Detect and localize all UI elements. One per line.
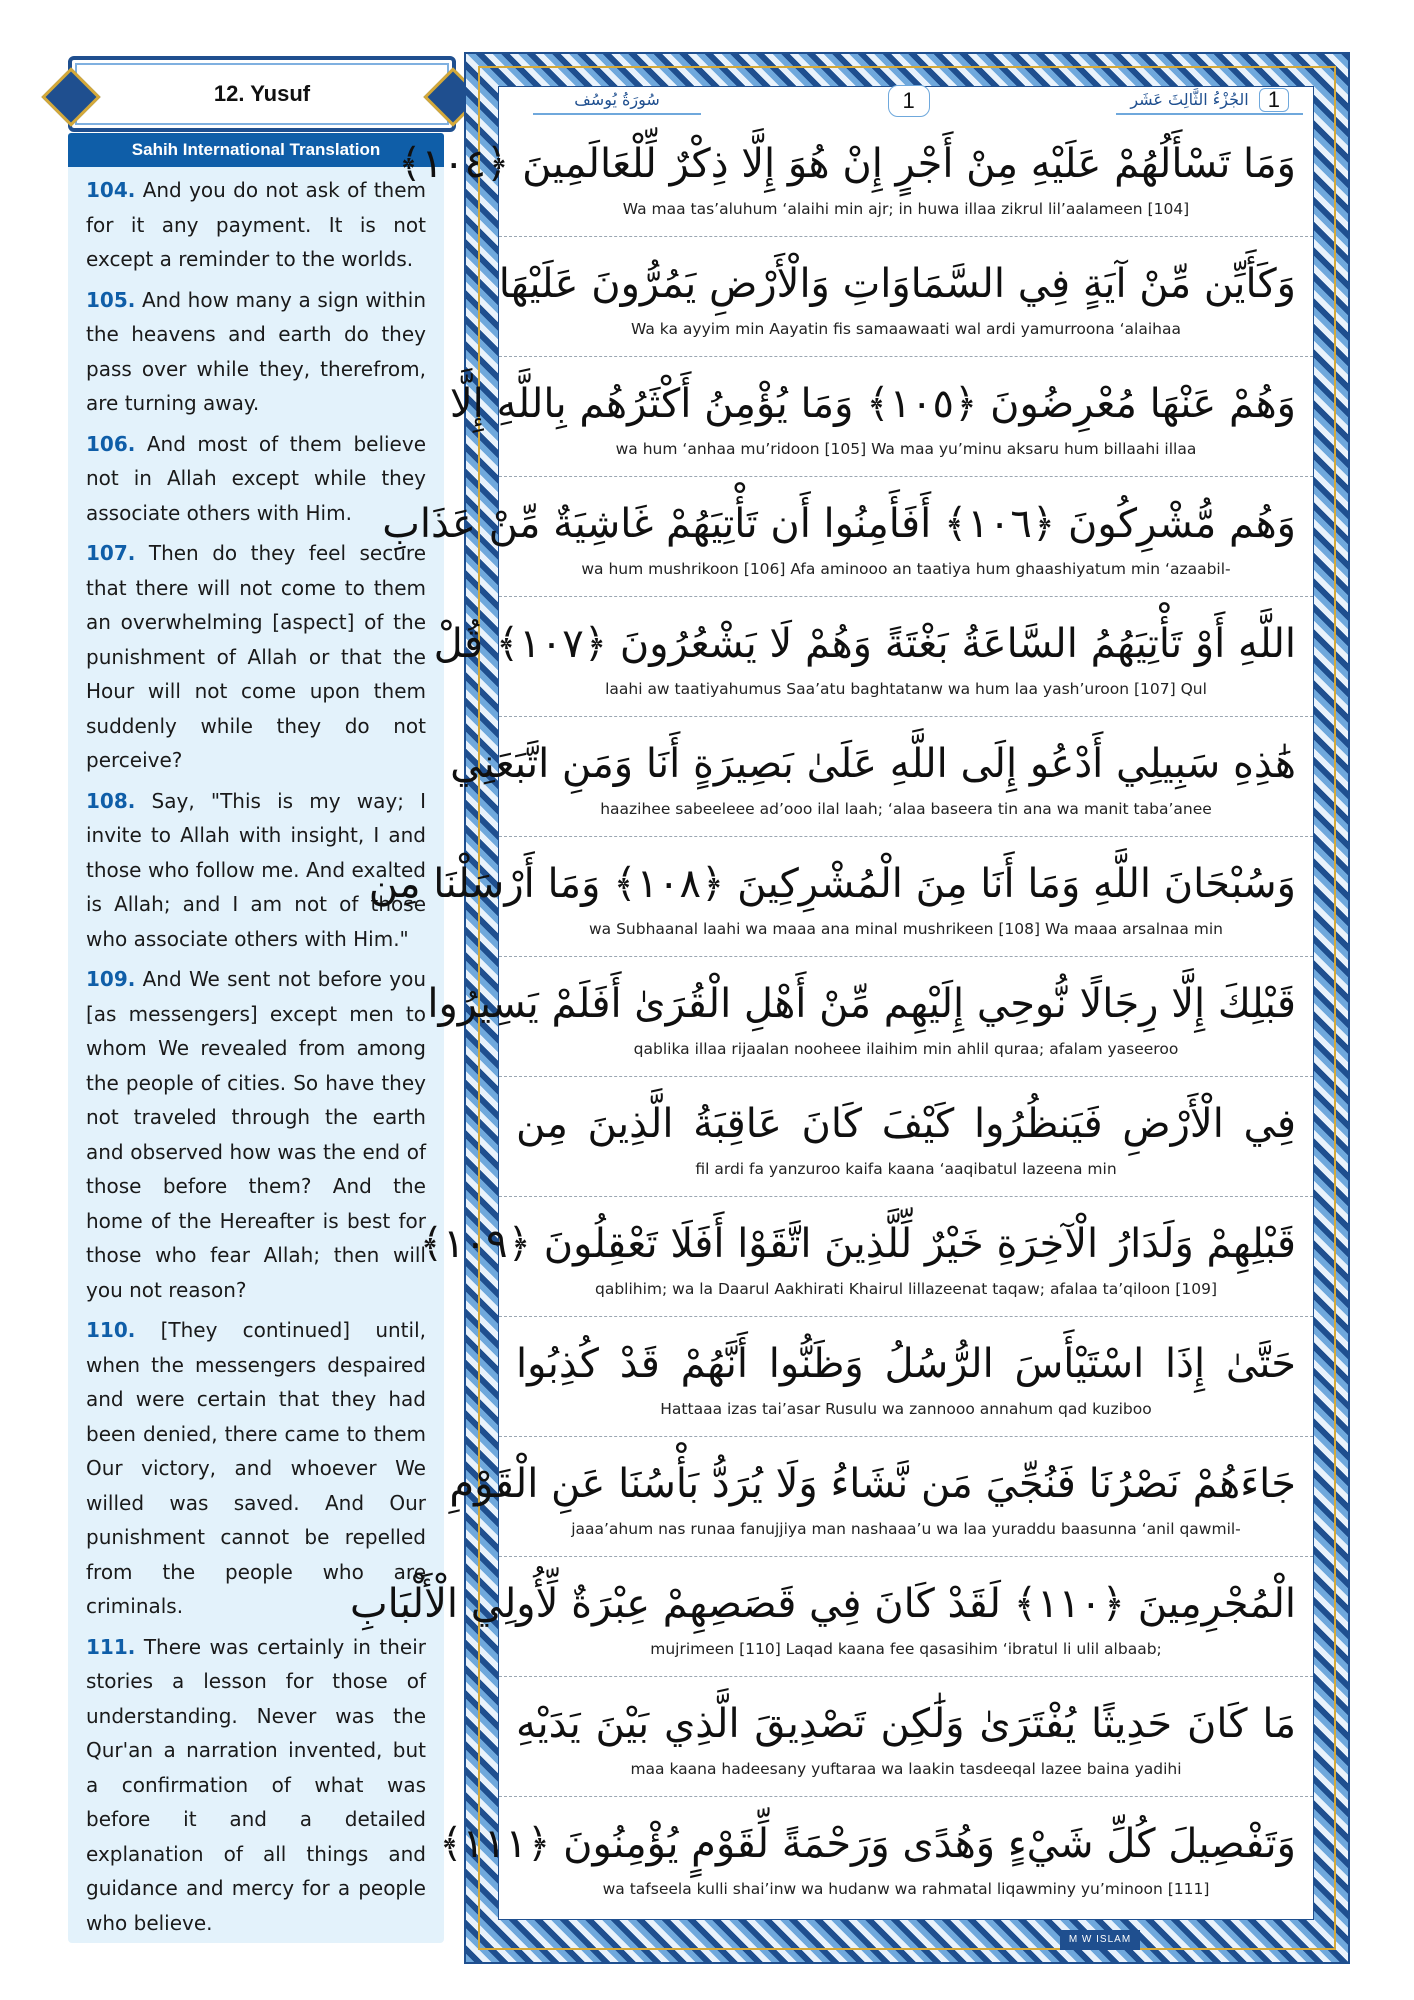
transliteration-text: haazihee sabeeleee ad’ooo ilal laah; ‘alaa baseera tin ana wa manit taba’anee [600, 799, 1212, 818]
verse-number: 111. [86, 1634, 136, 1659]
surah-title-banner [68, 56, 456, 132]
verse-text: There was certainly in their stories a lesson for those of understanding. Never was the Qur'an a narration invented, but a confirmation of what was before it and a detailed explanation of all things and guidance and mercy for a people who believe. [86, 1634, 427, 1935]
juz-name: الجُزْءُ الثَّالِثَ عَشَر [1130, 90, 1249, 109]
verse-number: 108. [86, 788, 136, 813]
verse-number: 110. [86, 1318, 136, 1342]
verse-text: Then do they feel secure that there will not come to them an overwhelming [aspect] of the punishment of Allah or that the Hour will not come upon them suddenly while they do not perceive? [86, 541, 426, 772]
translation-verse [86, 1630, 426, 1941]
quran-line [433, 597, 1313, 717]
verse-text: And you do not ask of them for it any payment. It is not except a reminder to the worlds. [86, 178, 426, 271]
juz-number: 1 [1259, 88, 1289, 112]
quran-line [439, 1797, 1313, 1916]
transliteration-text: qablihim; wa la Daarul Aakhirati Khairul lillazeenat taqaw; afalaa ta’qiloon [109] [594, 1279, 1217, 1298]
surah-name-tab: سُورَةُ يُوسُف [533, 87, 701, 115]
quran-lines [349, 117, 1313, 1916]
translation-header: Sahih International Translation [68, 133, 444, 167]
arabic-text: حَتَّىٰ إِذَا اسْتَيْأَسَ الرُّسُلُ وَظَنُّوا أَنَّهُمْ قَدْ كُذِبُوا [516, 1340, 1296, 1387]
arabic-text: جَاءَهُمْ نَصْرُنَا فَنُجِّيَ مَن نَّشَاءُ وَلَا يُرَدُّ بَأْسُنَا عَنِ الْقَوْمِ [449, 1460, 1296, 1507]
verse-text: Say, "This is my way; I invite to Allah with insight, I and those who follow me. And exalted is Allah; and I am not of those who associate others with Him." [86, 788, 427, 951]
arabic-text: الْمُجْرِمِينَ ﴿١١٠﴾ لَقَدْ كَانَ فِي قَصَصِهِمْ عِبْرَةٌ لِّأُولِي الْأَلْبَابِ [349, 1580, 1296, 1627]
arabic-text: قَبْلِكَ إِلَّا رِجَالًا نُّوحِي إِلَيْهِم مِّنْ أَهْلِ الْقُرَىٰ أَفَلَمْ يَسِيرُوا [427, 980, 1296, 1027]
verse-number: 109. [86, 967, 136, 991]
arabic-text: وَهُم مُّشْرِكُونَ ﴿١٠٦﴾ أَفَأَمِنُوا أَن تَأْتِيَهُمْ غَاشِيَةٌ مِّنْ عَذَابِ [382, 500, 1296, 547]
transliteration-text: fil ardi fa yanzuroo kaifa kaana ‘aaqibatul lazeena min [695, 1159, 1117, 1178]
translation-verse [86, 427, 426, 531]
arabic-text: هَٰذِهِ سَبِيلِي أَدْعُو إِلَى اللَّهِ عَلَىٰ بَصِيرَةٍ أَنَا وَمَنِ اتَّبَعَنِي [450, 740, 1296, 787]
transliteration-text: Wa ka ayyim min Aayatin fis samaawaati wal ardi yamurroona ‘alaihaa [631, 319, 1181, 338]
page-header [499, 87, 1313, 115]
footer-label: M W ISLAM [1060, 1930, 1140, 1950]
transliteration-text: laahi aw taatiyahumus Saa’atu baghtatanw wa hum laa yash’uroon [107] Qul [605, 679, 1207, 698]
transliteration-text: Wa maa tas’aluhum ‘alaihi min ajr; in huwa illaa zikrul lil’aalameen [104] [622, 199, 1190, 218]
arabic-text: مَا كَانَ حَدِيثًا يُفْتَرَىٰ وَلَٰكِن تَصْدِيقَ الَّذِي بَيْنَ يَدَيْهِ [516, 1700, 1296, 1747]
arabic-text: وَتَفْصِيلَ كُلِّ شَيْءٍ وَهُدًى وَرَحْمَةً لِّقَوْمٍ يُؤْمِنُونَ ﴿١١١﴾ [439, 1820, 1296, 1867]
verse-number: 107. [86, 541, 136, 565]
juz-tab [1116, 87, 1303, 115]
arabic-text: اللَّهِ أَوْ تَأْتِيَهُمُ السَّاعَةُ بَغْتَةً وَهُمْ لَا يَشْعُرُونَ ﴿١٠٧﴾ قُلْ [433, 620, 1296, 667]
arabic-text: فِي الْأَرْضِ فَيَنظُرُوا كَيْفَ كَانَ عَاقِبَةُ الَّذِينَ مِن [516, 1100, 1296, 1147]
transliteration-text: wa tafseela kulli shai’inw wa hudanw wa rahmatal liqawminy yu’minoon [111] [602, 1879, 1210, 1898]
arabic-text: قَبْلِهِمْ وَلَدَارُ الْآخِرَةِ خَيْرٌ لِّلَّذِينَ اتَّقَوْا أَفَلَا تَعْقِلُونَ ﴿١٠٩﴾ [419, 1220, 1296, 1267]
quran-line [449, 1437, 1313, 1557]
quran-line [449, 357, 1313, 477]
translation-panel [68, 133, 444, 1943]
verse-number: 105. [86, 287, 136, 312]
quran-line [382, 477, 1313, 597]
verse-text: And We sent not before you [as messengers] except men to whom We revealed from among the people of cities. So have they not traveled through the earth and observed how was the end of those before them? And the home of the Hereafter is best for those who fear Allah; then will you not reason? [86, 967, 427, 1302]
transliteration-text: Hattaaa izas tai’asar Rusulu wa zannooo annahum qad kuziboo [660, 1399, 1152, 1418]
arabic-text: وَسُبْحَانَ اللَّهِ وَمَا أَنَا مِنَ الْمُشْرِكِينَ ﴿١٠٨﴾ وَمَا أَرْسَلْنَا مِن [368, 860, 1296, 907]
verse-number: 106. [86, 431, 136, 456]
surah-title: 12. Yusuf [213, 81, 311, 106]
translation-verse [86, 283, 426, 421]
transliteration-text: maa kaana hadeesany yuftaraa wa laakin tasdeeqal lazee baina yadihi [630, 1759, 1182, 1778]
quran-line [349, 1557, 1313, 1677]
arabic-text: وَهُمْ عَنْهَا مُعْرِضُونَ ﴿١٠٥﴾ وَمَا يُؤْمِنُ أَكْثَرُهُم بِاللَّهِ إِلَّا [449, 380, 1296, 427]
quran-line [499, 1317, 1313, 1437]
verse-number: 104. [86, 178, 136, 202]
transliteration-text: mujrimeen [110] Laqad kaana fee qasasihim ‘ibratul li ulil albaab; [650, 1639, 1162, 1658]
arabic-text: وَكَأَيِّن مِّنْ آيَةٍ فِي السَّمَاوَاتِ وَالْأَرْضِ يَمُرُّونَ عَلَيْهَا [498, 260, 1296, 307]
transliteration-text: wa hum ‘anhaa mu’ridoon [105] Wa maa yu’minu aksaru hum billaahi illaa [615, 439, 1197, 458]
verse-text: And how many a sign within the heavens and earth do they pass over while they, therefrom, are turning away. [86, 287, 426, 415]
quran-line [398, 117, 1313, 237]
transliteration-text: jaaa’ahum nas runaa fanujjiya man nashaaa’u wa laa yuraddu baasunna ‘anil qawmil- [571, 1519, 1241, 1538]
quran-line [419, 1197, 1313, 1317]
transliteration-text: qablika illaa rijaalan nooheee ilaihim min ahlil quraa; afalam yaseeroo [633, 1039, 1179, 1058]
translation-verse [86, 962, 426, 1307]
quran-line [499, 237, 1313, 357]
mushaf-page [349, 86, 1314, 1920]
quran-line [427, 957, 1313, 1077]
quran-line [499, 1677, 1313, 1797]
ornament-icon [41, 67, 100, 126]
verse-list [68, 167, 444, 1940]
quran-line [499, 1077, 1313, 1197]
quran-line [368, 837, 1313, 957]
transliteration-text: wa Subhaanal laahi wa maaa ana minal mushrikeen [108] Wa maaa arsalnaa min [588, 919, 1224, 938]
translation-verse [86, 173, 426, 277]
arabic-text: وَمَا تَسْأَلُهُمْ عَلَيْهِ مِنْ أَجْرٍ إِنْ هُوَ إِلَّا ذِكْرٌ لِّلْعَالَمِينَ ﴿١٠٤﴾ [398, 140, 1296, 187]
quran-line [450, 717, 1313, 837]
verse-text: And most of them believe not in Allah except while they associate others with Him. [86, 431, 427, 525]
verse-text: [They continued] until, when the messengers despaired and were certain that they had been denied, there came to them Our victory, and whoever We willed was saved. And Our punishment cannot be repelled from the people who are criminals. [86, 1318, 426, 1618]
translation-verse [86, 536, 426, 778]
page-number: 1 [888, 85, 930, 117]
transliteration-text: wa hum mushrikoon [106] Afa aminooo an taatiya hum ghaashiyatum min ‘azaabil- [581, 559, 1231, 578]
